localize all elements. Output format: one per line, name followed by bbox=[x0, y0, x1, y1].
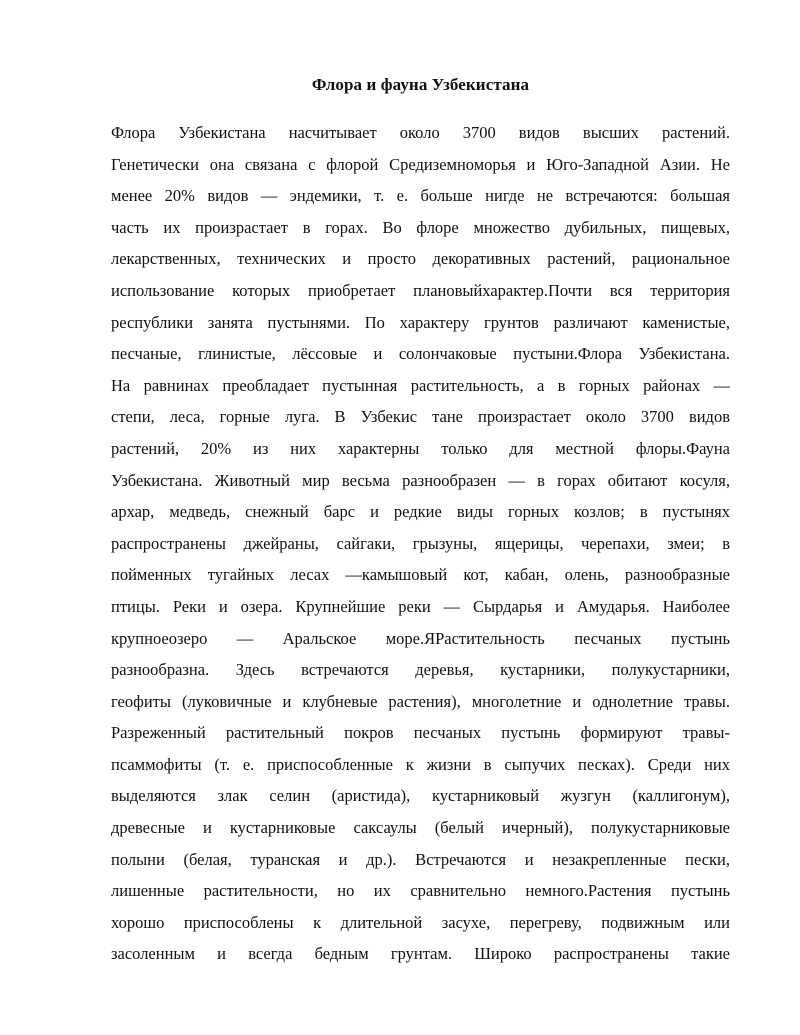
body-line: Генетически она связана с флорой Средиземноморья и Юго-Западной Азии. Не bbox=[111, 154, 730, 174]
body-line: геофиты (луковичные и клубневые растения), многолетние и однолетние травы. bbox=[111, 691, 730, 711]
body-line: полыни (белая, туранская и др.). Встречаются и незакрепленные пески, bbox=[111, 849, 730, 869]
body-line: выделяются злак селин (аристида), кустарниковый жузгун (каллигонум), bbox=[111, 786, 730, 806]
body-line: крупноеозеро — Аральское море.ЯРастительность песчаных пустынь bbox=[111, 628, 730, 648]
body-line: песчаные, глинистые, лёссовые и солончаковые пустыни.Флора Узбекистана. bbox=[111, 344, 730, 364]
body-line: лишенные растительности, но их сравнительно немного.Растения пустынь bbox=[111, 881, 730, 901]
body-line: Разреженный растительный покров песчаных пустынь формируют травы- bbox=[111, 723, 730, 743]
body-line: менее 20% видов — эндемики, т. е. больше нигде не встречаются: большая bbox=[111, 186, 730, 206]
body-line: Узбекистана. Животный мир весьма разнообразен — в горах обитают косуля, bbox=[111, 470, 730, 490]
body-line: хорошо приспособлены к длительной засухе, перегреву, подвижным или bbox=[111, 912, 730, 932]
body-line: Флора Узбекистана насчитывает около 3700 видов высших растений. bbox=[111, 123, 730, 142]
body-line: республики занята пустынями. По характеру грунтов различают каменистые, bbox=[111, 312, 730, 332]
body-line: архар, медведь, снежный барс и редкие виды горных козлов; в пустынях bbox=[111, 502, 730, 522]
body-line: использование которых приобретает плановыйхарактер.Почти вся территория bbox=[111, 280, 730, 300]
body-line: лекарственных, технических и просто декоративных растений, рациональное bbox=[111, 249, 730, 269]
body-line: птицы. Реки и озера. Крупнейшие реки — Сырдарья и Амударья. Наиболее bbox=[111, 596, 730, 616]
body-line: пойменных тугайных лесах —камышовый кот, кабан, олень, разнообразные bbox=[111, 565, 730, 585]
document-title: Флора и фауна Узбекистана bbox=[311, 75, 530, 94]
body-line: засоленным и всегда бедным грунтам. Широко распространены такие bbox=[111, 944, 730, 964]
body-line: часть их произрастает в горах. Во флоре множество дубильных, пищевых, bbox=[111, 217, 730, 237]
body-line: На равнинах преобладает пустынная растительность, а в горных районах — bbox=[111, 375, 730, 395]
body-line: разнообразна. Здесь встречаются деревья, кустарники, полукустарники, bbox=[111, 660, 730, 680]
body-line: степи, леса, горные луга. В Узбекис тане произрастает около 3700 видов bbox=[111, 407, 730, 427]
body-line: распространены джейраны, сайгаки, грызуны, ящерицы, черепахи, змеи; в bbox=[111, 533, 730, 553]
body-line: растений, 20% из них характерны только для местной флоры.Фауна bbox=[111, 438, 730, 458]
document-body bbox=[111, 117, 730, 970]
body-line: древесные и кустарниковые саксаулы (белый ичерный), полукустарниковые bbox=[111, 818, 730, 838]
body-line: псаммофиты (т. е. приспособленные к жизни в сыпучих песках). Среди них bbox=[111, 754, 730, 774]
